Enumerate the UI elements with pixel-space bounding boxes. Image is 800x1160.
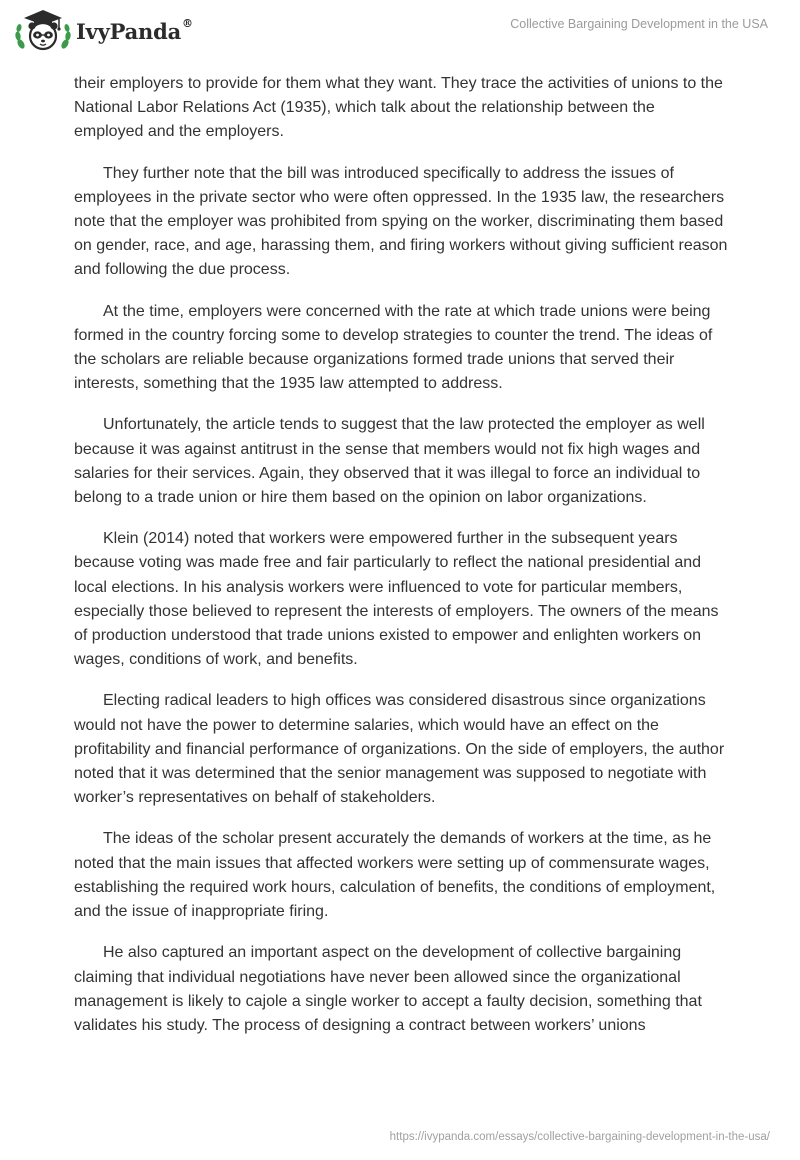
document-title: Collective Bargaining Development in the USA <box>510 17 768 31</box>
essay-body <box>74 72 728 1055</box>
page-header <box>0 0 800 62</box>
panda-icon <box>14 8 72 52</box>
paragraph: Unfortunately, the article tends to suggest that the law protected the employer as well because it was against antitrust in the sense that members would not fix high wages and salaries for their services. Again, they observed that it was illegal to force an individual to belong to a trade union or hire them based on the opinion on labor organizations. <box>74 416 705 507</box>
paragraph: They further note that the bill was introduced specifically to address the issues of employees in the private sector who were often oppressed. In the 1935 law, the researchers note that the employer was prohibited from spying on the worker, discriminating them based on gender, race, and age, harassing them, and firing workers without giving sufficient reason and following the due process. <box>74 164 728 279</box>
paragraph: their employers to provide for them what they want. They trace the activities of unions to the National Labor Relations Act (1935), which talk about the relationship between the employed and the employers. <box>74 75 723 141</box>
paragraph: Klein (2014) noted that workers were empowered further in the subsequent years because voting was made free and fair particularly to reflect the national presidential and local elections. In his analysis workers were influenced to vote for particular members, especially those believed to represent the interests of employers. The owners of the means of production understood that trade unions existed to empower and enlighten workers on wages, conditions of work, and benefits. <box>74 530 719 669</box>
paragraph: At the time, employers were concerned with the rate at which trade unions were being formed in the country forcing some to develop strategies to counter the trend. The ideas of the scholars are reliable because organizations formed trade unions that served their interests, something that the 1935 law attempted to address. <box>74 302 713 393</box>
paragraph: The ideas of the scholar present accurately the demands of workers at the time, as he noted that the main issues that affected workers were setting up of commensurate wages, establishing the required work hours, calculation of benefits, the conditions of employment, and the issue of inappropriate firing. <box>74 830 716 921</box>
source-url[interactable]: https://ivypanda.com/essays/collective-bargaining-development-in-the-usa/ <box>389 1131 770 1143</box>
paragraph: He also captured an important aspect on the development of collective bargaining claiming that individual negotiations have never been allowed since the organizational management is likely to cajole a single worker to accept a faulty decision, something that validates his study. The process of designing a contract between workers’ unions <box>74 944 702 1034</box>
brand-logo[interactable] <box>14 8 193 52</box>
paragraph: Electing radical leaders to high offices was considered disastrous since organizations would not have the power to determine salaries, which would have an effect on the profitability and financial performance of organizations. On the side of employers, the author noted that it was determined that the senior management was supposed to negotiate with worker’s representatives on behalf of stakeholders. <box>74 692 725 807</box>
brand-name: IvyPanda® <box>76 16 193 44</box>
registered-mark: ® <box>182 16 193 30</box>
